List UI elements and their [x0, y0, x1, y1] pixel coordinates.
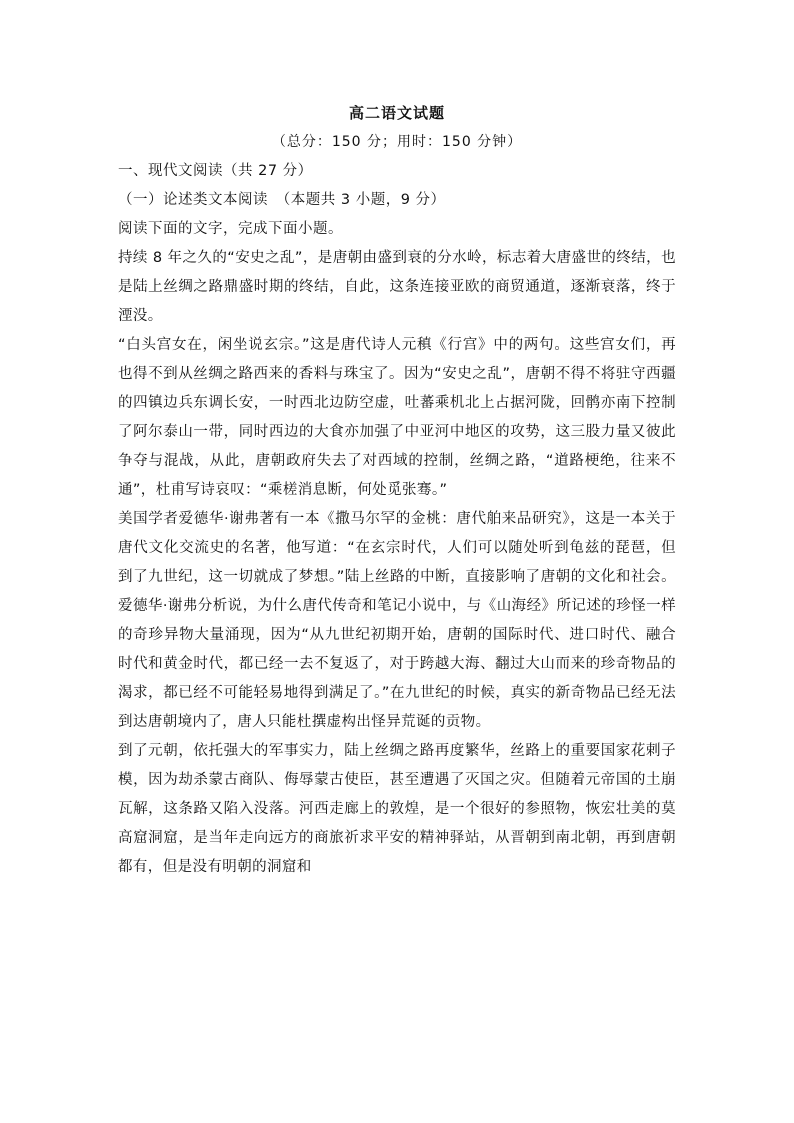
- article-paragraph-3: 美国学者爱德华·谢弗著有一本《撒马尔罕的金桃：唐代舶来品研究》，这是一本关于唐代文化交流史的名著，他写道：“在玄宗时代，人们可以随处听到龟兹的琵琶，但到了九世纪，这一切就成了梦想。”陆上丝路的中断，直接影响了唐朝的文化和社会。爱德华·谢弗分析说，为什么唐代传奇和笔记小说中，与《山海经》所记述的珍怪一样的奇珍异物大量涌现，因为“从九世纪初期开始，唐朝的国际时代、进口时代、融合时代和黄金时代，都已经一去不复返了，对于跨越大海、翻过大山而来的珍奇物品的渴求，都已经不可能轻易地得到满足了。”在九世纪的时候，真实的新奇物品已经无法到达唐朝境内了，唐人只能杜撰虚构出怪异荒诞的贡物。: [118, 511, 676, 730]
- reading-instruction: 阅读下面的文字，完成下面小题。: [118, 221, 343, 237]
- article-paragraph-1: 持续 8 年之久的“安史之乱”，是唐朝由盛到衰的分水岭，标志着大唐盛世的终结，也是陆上丝绸之路鼎盛时期的终结，自此，这条连接亚欧的商贸通道，逐渐衰落，终于湮没。: [118, 250, 676, 324]
- article-paragraph-2: “白头宫女在，闲坐说玄宗。”这是唐代诗人元稹《行宫》中的两句。这些宫女们，再也得不到从丝绸之路西来的香料与珠宝了。因为“安史之乱”，唐朝不得不将驻守西疆的四镇边兵东调长安，一时西北边防空虚，吐蕃乘机北上占据河陇，回鹘亦南下控制了阿尔泰山一带，同时西边的大食亦加强了中亚河中地区的攻势，这三股力量又彼此争夺与混战，从此，唐朝政府失去了对西域的控制，丝绸之路，“道路梗绝，往来不通”，杜甫写诗哀叹：“乘槎消息断，何处觅张骞。”: [118, 337, 676, 498]
- section-heading: 一、现代文阅读（共 27 分）: [118, 163, 313, 179]
- exam-page: [118, 98, 676, 911]
- subsection-heading: （一）论述类文本阅读 （本题共 3 小题，9 分）: [118, 192, 446, 208]
- page-title: 高二语文试题: [348, 104, 445, 122]
- score-time-info: （总分：150 分；用时：150 分钟）: [271, 134, 523, 150]
- article-paragraph-4: 到了元朝，依托强大的军事实力，陆上丝绸之路再度繁华，丝路上的重要国家花剌子模，因为劫杀蒙古商队、侮辱蒙古使臣，甚至遭遇了灭国之灾。但随着元帝国的土崩瓦解，这条路又陷入没落。河西走廊上的敦煌，是一个很好的参照物，恢宏壮美的莫高窟洞窟，是当年走向远方的商旅祈求平安的精神驿站，从晋朝到南北朝，再到唐朝都有，但是没有明朝的洞窟和: [118, 743, 676, 875]
